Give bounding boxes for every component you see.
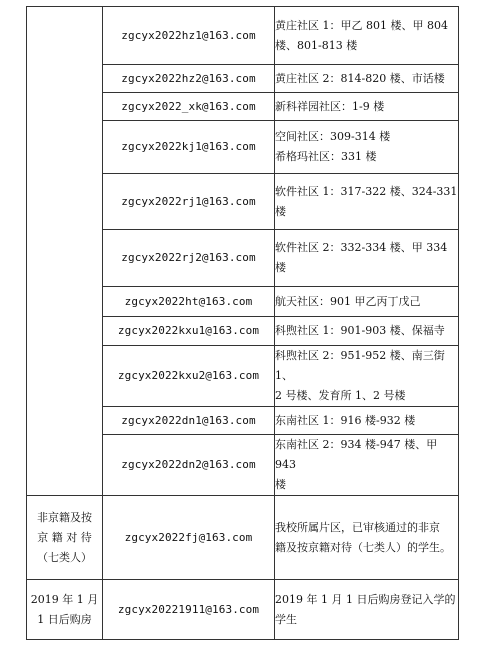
email-cell: zgcyx2022dn2@163.com xyxy=(103,435,275,496)
area-line: 黄庄社区 1：甲乙 801 楼、甲 804 xyxy=(275,18,448,32)
area-line: 籍及按京籍对待（七类人）的学生。 xyxy=(275,540,451,554)
email-cell: zgcyx2022ht@163.com xyxy=(103,287,275,317)
email-cell: zgcyx2022hz1@163.com xyxy=(103,7,275,65)
email-cell: zgcyx2022kxu1@163.com xyxy=(103,317,275,346)
area-cell xyxy=(275,121,459,174)
table-row xyxy=(27,7,459,65)
category-line: 1 日后购房 xyxy=(37,612,92,626)
area-line: 空间社区：309-314 楼 xyxy=(275,130,391,143)
category-line: 2019 年 1 月 xyxy=(30,592,99,606)
area-line: 楼 xyxy=(275,261,286,274)
area-line: 2 号楼、发育所 1、2 号楼 xyxy=(275,389,406,402)
area-line: 航天社区：901 甲乙丙丁戊己 xyxy=(275,294,421,308)
table-row xyxy=(27,580,459,640)
area-line: 科煦社区 1：901-903 楼、保福寺 xyxy=(275,324,445,337)
area-cell xyxy=(275,496,459,580)
email-cell: zgcyx2022rj2@163.com xyxy=(103,230,275,287)
area-line: 软件社区 1：317-322 楼、324-331 xyxy=(275,184,458,198)
area-line: 黄庄社区 2：814-820 楼、市话楼 xyxy=(275,71,445,85)
area-line: 楼 xyxy=(275,204,286,218)
email-cell: zgcyx2022rj1@163.com xyxy=(103,174,275,230)
area-line: 2019 年 1 月 1 日后购房登记入学的 xyxy=(275,592,456,606)
area-line: 希格玛社区：331 楼 xyxy=(275,150,377,163)
area-line: 学生 xyxy=(275,612,297,626)
area-line: 新科祥园社区：1-9 楼 xyxy=(275,99,385,113)
category-line: （七类人） xyxy=(37,550,92,564)
email-cell: zgcyx20221911@163.com xyxy=(103,580,275,640)
area-line: 东南社区 1：916 楼-932 楼 xyxy=(275,413,416,427)
area-line: 软件社区 2：332-334 楼、甲 334 xyxy=(275,241,448,254)
area-cell xyxy=(275,346,459,407)
area-cell xyxy=(275,317,459,346)
area-line: 楼、801-813 楼 xyxy=(275,38,358,52)
category-line: 非京籍及按 xyxy=(37,510,92,524)
area-cell xyxy=(275,7,459,65)
area-line: 科煦社区 2：951-952 楼、南三街 1、 xyxy=(275,349,445,382)
email-cell: zgcyx2022kxu2@163.com xyxy=(103,346,275,407)
area-cell xyxy=(275,230,459,287)
area-cell xyxy=(275,65,459,93)
email-cell: zgcyx2022hz2@163.com xyxy=(103,65,275,93)
area-cell xyxy=(275,93,459,121)
area-line: 我校所属片区，已审核通过的非京 xyxy=(275,520,440,534)
email-cell: zgcyx2022dn1@163.com xyxy=(103,407,275,435)
category-line: 京 籍 对 待 xyxy=(37,530,92,544)
email-cell: zgcyx2022_xk@163.com xyxy=(103,93,275,121)
table-row xyxy=(27,496,459,580)
category-cell xyxy=(27,496,103,580)
email-cell: zgcyx2022fj@163.com xyxy=(103,496,275,580)
area-cell xyxy=(275,287,459,317)
area-line: 楼 xyxy=(275,478,286,491)
area-cell xyxy=(275,407,459,435)
category-cell xyxy=(27,580,103,640)
area-cell xyxy=(275,435,459,496)
area-cell xyxy=(275,174,459,230)
area-cell xyxy=(275,580,459,640)
email-cell: zgcyx2022kj1@163.com xyxy=(103,121,275,174)
area-line: 东南社区 2：934 楼-947 楼、甲 943 xyxy=(275,438,438,471)
mailbox-assignment-table xyxy=(26,6,459,640)
category-cell-empty xyxy=(27,7,103,496)
